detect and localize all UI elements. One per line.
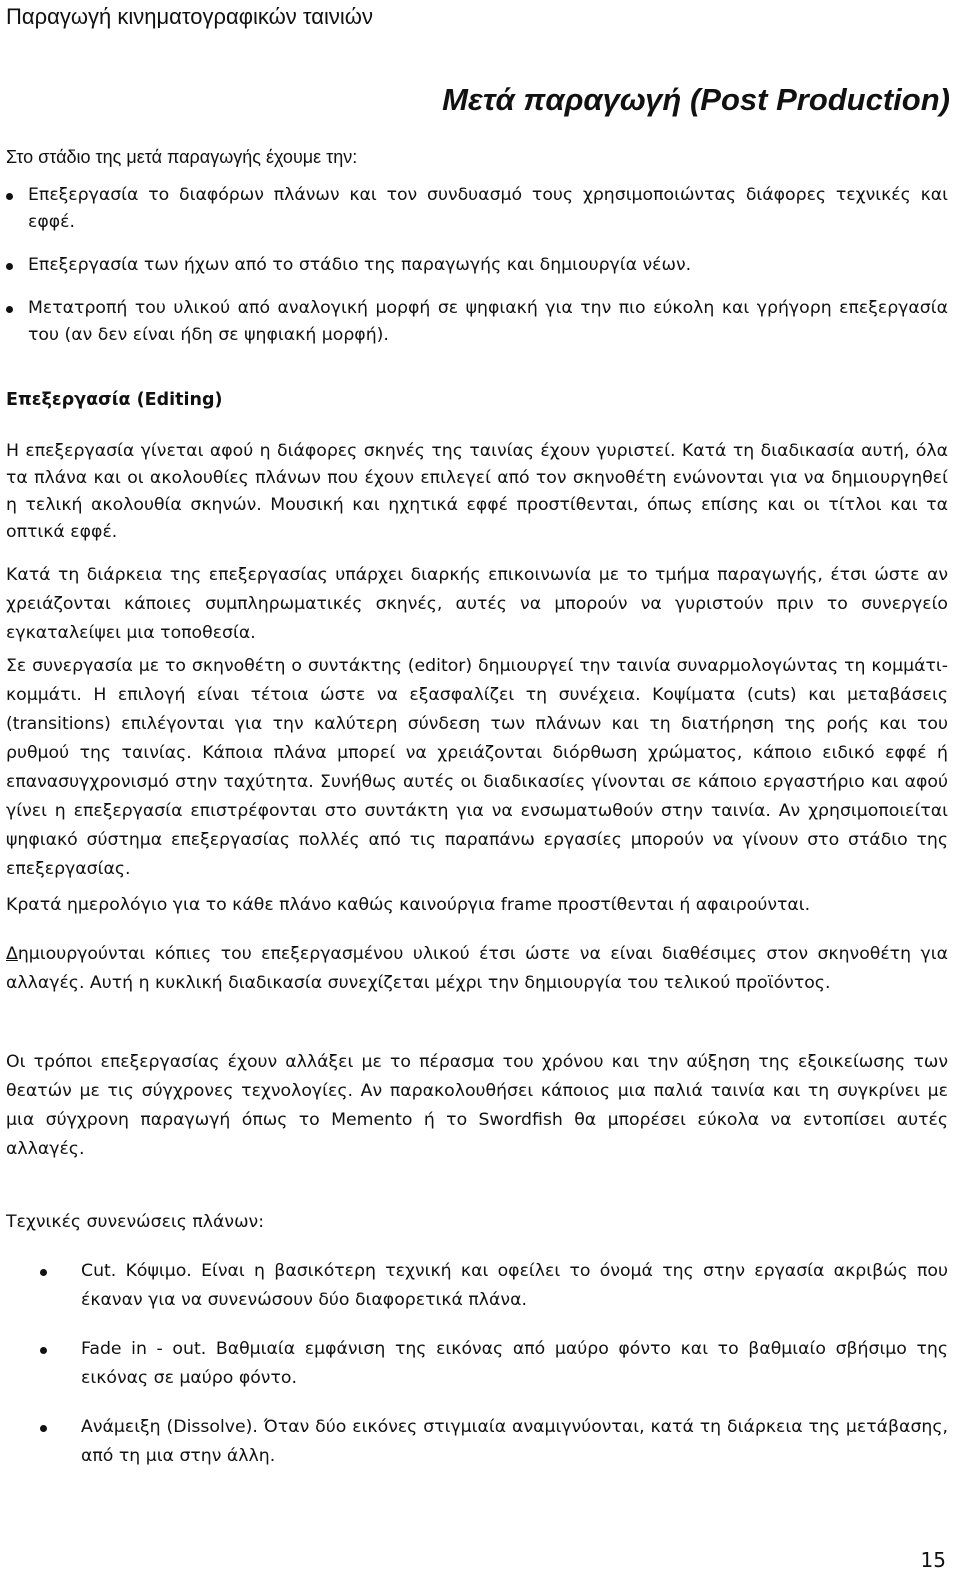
bullet-icon: [6, 263, 13, 270]
editing-paragraph: Κρατά ημερολόγιο για το κάθε πλάνο καθώς καινούργια frame προστίθενται ή αφαιρούνται.: [6, 895, 811, 915]
section-title: Μετά παραγωγή (Post Production): [442, 82, 950, 117]
list-item-text: Επεξεργασία το διαφόρων πλάνων και τον συνδυασμό τους χρησιμοποιώντας διάφορες τεχνικές και εφφέ.: [28, 185, 948, 232]
list-item-text: Fade in - out. Βαθμιαία εμφάνιση της εικόνας από μαύρο φόντο και το βαθμιαίο σβήσιμο της εικόνας σε μαύρο φόντο.: [81, 1339, 948, 1388]
bullet-icon: [6, 306, 13, 313]
bullet-icon: [6, 193, 13, 200]
list-item: [6, 252, 948, 279]
editing-heading: Επεξεργασία (Editing): [6, 390, 223, 410]
list-item-text: Επεξεργασία των ήχων από το στάδιο της παραγωγής και δημιουργία νέων.: [28, 255, 692, 275]
list-item-text: Μετατροπή του υλικού από αναλογική μορφή σε ψηφιακή για την πιο εύκολη και γρήγορη επεξεργασία του (αν δεν είναι ήδη σε ψηφιακή μορφή).: [28, 298, 948, 345]
list-item: [6, 1257, 948, 1315]
post-production-list: [6, 182, 948, 349]
techniques-heading: Τεχνικές συνενώσεις πλάνων:: [6, 1212, 265, 1232]
editing-paragraph: Κατά τη διάρκεια της επεξεργασίας υπάρχει διαρκής επικοινωνία με το τμήμα παραγωγής, έτσι ώστε αν χρειάζονται κάποιες συμπληρωματικές σκηνές, αυτές να μπορούν να γυριστούν πριν το συνεργείο εγκαταλείψει μια τοποθεσία.: [6, 565, 948, 643]
list-item-text: Ανάμειξη (Dissolve). Όταν δύο εικόνες στιγμιαία αναμιγνύονται, κατά τη διάρκεια της μετάβασης, από τη μια στην άλλη.: [81, 1417, 948, 1466]
editing-paragraph: Η επεξεργασία γίνεται αφού η διάφορες σκηνές της ταινίας έχουν γυριστεί. Κατά τη διαδικασία αυτή, όλα τα πλάνα και οι ακολουθίες πλάνων που έχουν επιλεγεί από τον σκηνοθέτη ενώνονται για να δημιουργηθεί η τελική ακολουθία σκηνών. Μουσική και ηχητικά εφφέ προστίθενται, όπως επίσης και οι τίτλοι και τα οπτικά εφφέ.: [6, 441, 948, 542]
section-intro: Στο στάδιο της μετά παραγωγής έχουμε την:: [6, 147, 358, 167]
editing-paragraph: Σε συνεργασία με το σκηνοθέτη ο συντάκτης (editor) δημιουργεί την ταινία συναρμολογώντας τη κομμάτι-κομμάτι. Η επιλογή είναι τέτοια ώστε να εξασφαλίζει τη συνέχεια. Κοψίματα (cuts) και μεταβάσεις (transitions) επιλέγονται για την καλύτερη σύνδεση των πλάνων και τη διατήρηση της ροής και του ρυθμού της ταινίας. Κάποια πλάνα μπορεί να χρειάζονται διόρθωση χρώματος, κάποιο ειδικό εφφέ ή επανασυγχρονισμό στην ταχύτητα. Συνήθως αυτές οι διαδικασίες γίνονται σε κάποιο εργαστήριο και αφού γίνει η επεξεργασία επιστρέφονται στο συντάκτη για να ενσωματωθούν στην ταινία. Αν χρησιμοποιείται ψηφιακό σύστημα επεξεργασίας πολλές από τις παραπάνω εργασίες μπορούν να γίνουν στο στάδιο της επεξεργασίας.: [6, 656, 948, 879]
bullet-icon: [40, 1269, 47, 1276]
paragraph-text: ημιουργούνται κόπιες του επεξεργασμένου υλικού έτσι ώστε να είναι διαθέσιμες στον σκηνοθέτη για αλλαγές. Αυτή η κυκλική διαδικασία συνεχίζεται μέχρι την δημιουργία του τελικού προϊόντος.: [6, 944, 948, 993]
bullet-icon: [40, 1347, 47, 1354]
chapter-title: Παραγωγή κινηματογραφικών ταινιών: [6, 4, 373, 29]
list-item: [6, 295, 948, 349]
underlined-initial: Δ: [6, 944, 18, 964]
bullet-icon: [40, 1425, 47, 1432]
editing-paragraph: Οι τρόποι επεξεργασίας έχουν αλλάξει με το πέρασμα του χρόνου και την αύξηση της εξοικείωσης των θεατών με τις σύγχρονες τεχνολογίες. Αν παρακολουθήσει κάποιος μια παλιά ταινία και τη συγκρίνει με μια σύγχρονη παραγωγή όπως το Memento ή το Swordfish θα μπορέσει εύκολα να εντοπίσει αυτές αλλαγές.: [6, 1052, 948, 1159]
page-number: 15: [920, 1548, 946, 1572]
list-item: [6, 182, 948, 236]
list-item: [6, 1413, 948, 1471]
editing-paragraph: [6, 940, 948, 998]
list-item: [6, 1335, 948, 1393]
techniques-list: [6, 1257, 948, 1471]
list-item-text: Cut. Κόψιμο. Είναι η βασικότερη τεχνική και οφείλει το όνομά της στην εργασία ακριβώς που έκαναν για να συνενώσουν δύο διαφορετικά πλάνα.: [81, 1261, 948, 1310]
